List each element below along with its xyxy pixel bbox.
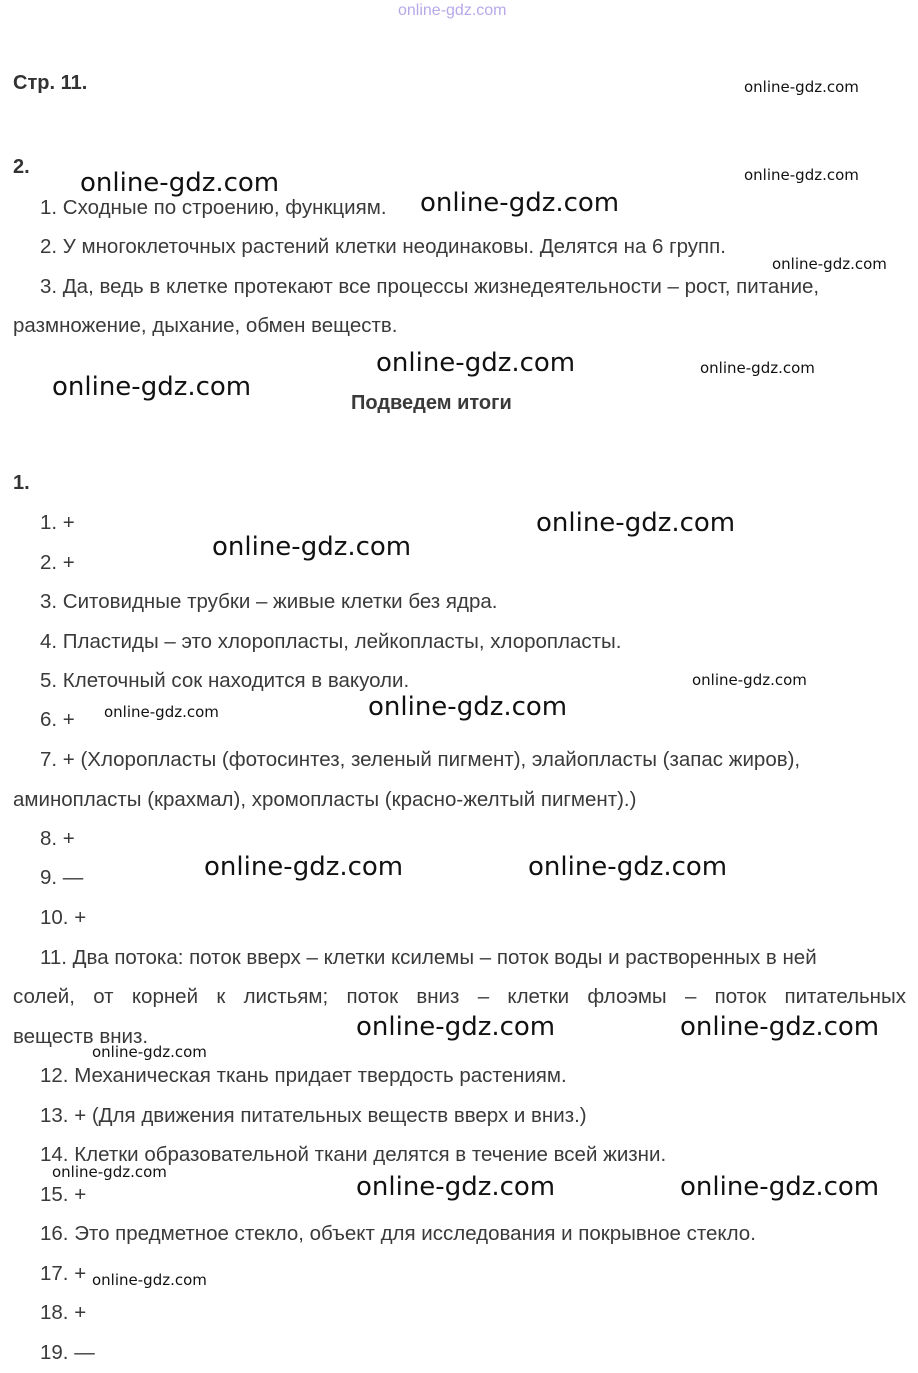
watermark: online-gdz.com	[528, 852, 728, 882]
watermark: online-gdz.com	[52, 372, 252, 402]
answer-line-11-end: веществ вниз.	[13, 1025, 149, 1048]
watermark: online-gdz.com	[680, 1172, 880, 1202]
section-2-line-2: 2. У многоклеточных растений клетки неодинаковы. Делятся на 6 групп.	[40, 235, 726, 258]
watermark: online-gdz.com	[744, 78, 859, 96]
section-2-number: 2.	[13, 156, 30, 178]
watermark: online-gdz.com	[92, 1271, 207, 1289]
answer-line-18: 18. +	[40, 1301, 87, 1324]
section-2-line-1: 1. Сходные по строению, функциям.	[40, 196, 387, 219]
watermark: online-gdz.com	[692, 671, 807, 689]
watermark: online-gdz.com	[92, 1043, 207, 1061]
section-2-line-3: 3. Да, ведь в клетке протекают все процессы жизнедеятельности – рост, питание,	[40, 275, 820, 298]
top-site-link[interactable]: online-gdz.com	[398, 2, 507, 19]
answer-line-7: 7. + (Хлоропласты (фотосинтез, зеленый пигмент), элайопласты (запас жиров),	[40, 748, 801, 771]
watermark: online-gdz.com	[104, 703, 219, 721]
watermark: online-gdz.com	[680, 1012, 880, 1042]
answer-line-7-cont: аминопласты (крахмал), хромопласты (красно-желтый пигмент).)	[13, 788, 637, 811]
answer-line-3: 3. Ситовидные трубки – живые клетки без ядра.	[40, 590, 498, 613]
watermark: online-gdz.com	[376, 348, 576, 378]
answer-line-17: 17. +	[40, 1262, 87, 1285]
answer-line-9: 9. —	[40, 866, 84, 889]
answer-line-13: 13. + (Для движения питательных веществ вверх и вниз.)	[40, 1104, 587, 1127]
section-2-line-4: размножение, дыхание, обмен веществ.	[13, 314, 398, 337]
answer-line-12: 12. Механическая ткань придает твердость растениям.	[40, 1064, 567, 1087]
watermark: online-gdz.com	[356, 1012, 556, 1042]
answer-line-8: 8. +	[40, 827, 75, 850]
answer-line-4: 4. Пластиды – это хлоропласты, лейкопласты, хлоропласты.	[40, 630, 622, 653]
answer-line-5: 5. Клеточный сок находится в вакуоли.	[40, 669, 410, 692]
answer-line-15: 15. +	[40, 1183, 87, 1206]
answer-line-6: 6. +	[40, 708, 75, 731]
watermark: online-gdz.com	[212, 532, 412, 562]
page-number: Стр. 11.	[13, 72, 88, 94]
answer-line-2: 2. +	[40, 551, 75, 574]
answer-line-11-cont: солей, от корней к листьям; поток вниз – клетки флоэмы – поток питательных	[13, 985, 906, 1008]
watermark: online-gdz.com	[744, 166, 859, 184]
watermark: online-gdz.com	[80, 168, 280, 198]
answer-line-14: 14. Клетки образовательной ткани делятся в течение всей жизни.	[40, 1143, 667, 1166]
watermark: online-gdz.com	[420, 188, 620, 218]
answer-line-19: 19. —	[40, 1341, 95, 1364]
answer-line-10: 10. +	[40, 906, 87, 929]
section-1-number: 1.	[13, 472, 30, 494]
answer-line-16: 16. Это предметное стекло, объект для исследования и покрывное стекло.	[40, 1222, 756, 1245]
summary-heading: Подведем итоги	[351, 392, 512, 414]
answer-line-1: 1. +	[40, 511, 75, 534]
watermark: online-gdz.com	[368, 692, 568, 722]
watermark: online-gdz.com	[772, 255, 887, 273]
watermark: online-gdz.com	[204, 852, 404, 882]
watermark: online-gdz.com	[700, 359, 815, 377]
watermark: online-gdz.com	[52, 1163, 167, 1181]
watermark: online-gdz.com	[536, 508, 736, 538]
watermark: online-gdz.com	[356, 1172, 556, 1202]
answer-line-11: 11. Два потока: поток вверх – клетки ксилемы – поток воды и растворенных в ней	[40, 946, 817, 969]
